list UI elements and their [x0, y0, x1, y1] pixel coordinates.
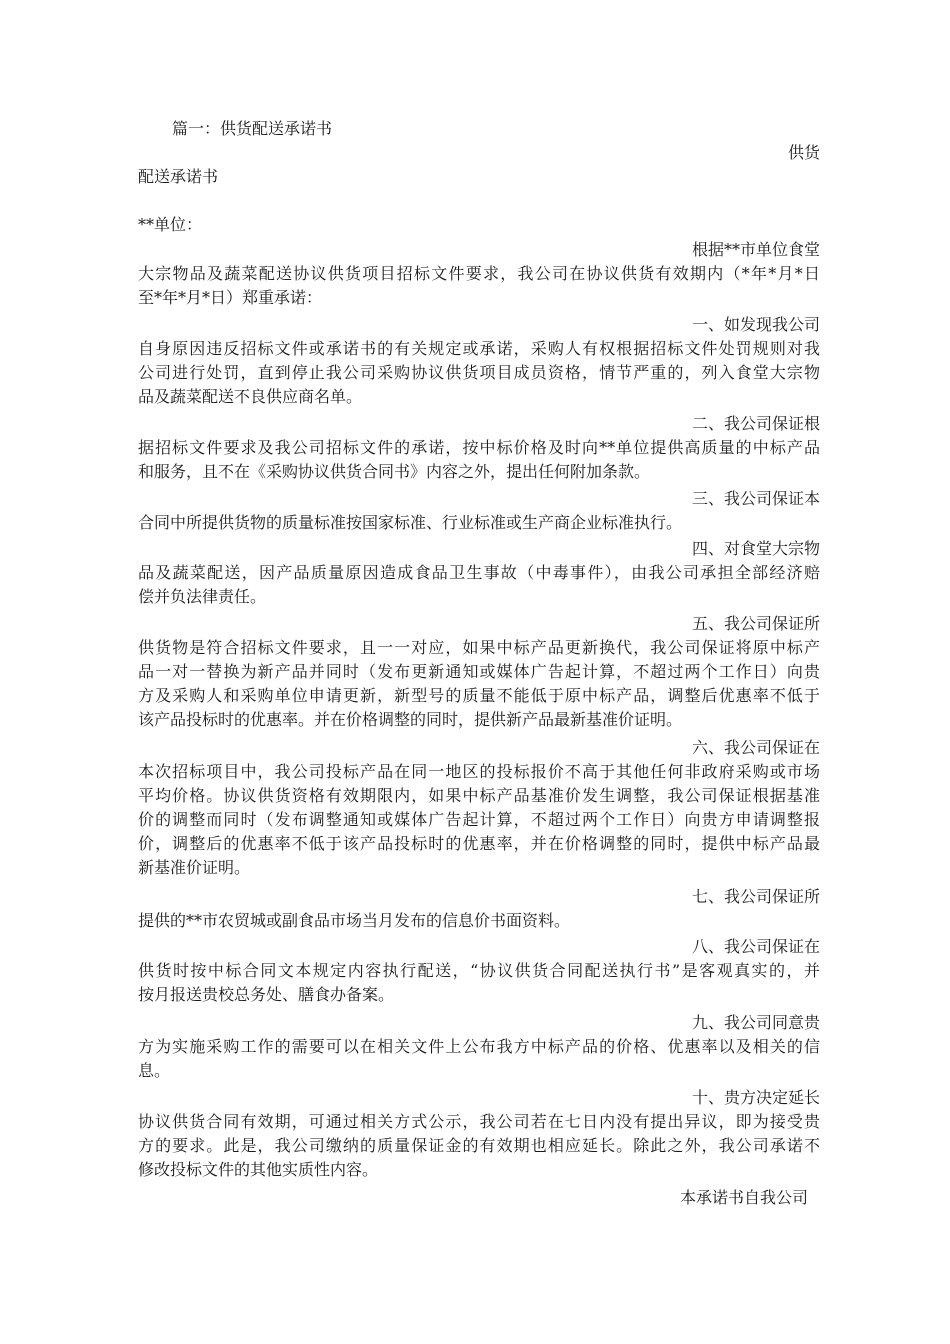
clause-line: 供货物是符合招标文件要求，且一一对应，如果中标产品更新换代，我公司保证将原中标产: [138, 638, 820, 657]
clause-line: 方为实施采购工作的需要可以在相关文件上公布我方中标产品的价格、优惠率以及相关的信: [138, 1037, 820, 1056]
clause-head: 六、我公司保证在: [691, 738, 820, 757]
clause-line: 品及蔬菜配送，因产品质量原因造成食品卫生事故（中毒事件），由我公司承担全部经济赔: [138, 563, 820, 582]
clause-line: 该产品投标时的优惠率。并在价格调整的同时，提供新产品最新基准价证明。: [138, 710, 683, 729]
intro-line: 大宗物品及蔬菜配送协议供货项目招标文件要求，我公司在协议供货有效期内（*年*月*日: [138, 264, 820, 283]
clause-head: 二、我公司保证根: [691, 414, 820, 433]
clause-line: 供货时按中标合同文本规定内容执行配送，“协议供货合同配送执行书”是客观真实的，并: [138, 961, 820, 980]
clause-head: 一、如发现我公司: [691, 315, 820, 334]
clause-line: 本次招标项目中，我公司投标产品在同一地区的投标报价不高于其他任何非政府采购或市场: [138, 762, 820, 781]
clause-line: 息。: [138, 1061, 171, 1080]
clause-line: 新基准价证明。: [138, 858, 251, 877]
document-heading: 篇一：供货配送承诺书: [172, 119, 333, 138]
clause-line: 提供的**市农贸城或副食品市场当月发布的信息价书面资料。: [138, 911, 571, 930]
clause-line: 自身原因违反招标文件或承诺书的有关规定或承诺，采购人有权根据招标文件处罚规则对我: [138, 339, 820, 358]
clause-head: 七、我公司保证所: [691, 887, 820, 906]
clause-line: 和服务，且不在《采购协议供货合同书》内容之外，提出任何附加条款。: [138, 462, 651, 481]
clause-line: 按月报送贵校总务处、膳食办备案。: [138, 985, 395, 1004]
clause-line: 偿并负法律责任。: [138, 587, 267, 606]
clause-line: 品一对一替换为新产品并同时（发布更新通知或媒体广告起计算，不超过两个工作日）向贵: [138, 662, 820, 681]
clause-line: 修改投标文件的其他实质性内容。: [138, 1160, 379, 1179]
clause-line: 合同中所提供货物的质量标准按国家标准、行业标准或生产商企业标准执行。: [138, 513, 683, 532]
clause-line: 价的调整而同时（发布调整通知或媒体广告起计算，不超过两个工作日）向贵方申请调整报: [138, 810, 820, 829]
clause-head: 九、我公司同意贵: [691, 1013, 820, 1032]
clause-head: 三、我公司保证本: [691, 489, 820, 508]
clause-line: 据招标文件要求及我公司招标文件的承诺，按中标价格及时向**单位提供高质量的中标产品: [138, 438, 820, 457]
clause-head: 五、我公司保证所: [691, 614, 820, 633]
title-part-2: 配送承诺书: [138, 167, 219, 186]
clause-head: 四、对食堂大宗物: [691, 539, 820, 558]
clause-head: 十、贵方决定延长: [691, 1088, 820, 1107]
intro-line: 至*年*月*日）郑重承诺：: [138, 288, 323, 307]
clause-head: 八、我公司保证在: [691, 937, 820, 956]
clause-line: 公司进行处罚，直到停止我公司采购协议供货项目成员资格，情节严重的，列入食堂大宗物: [138, 363, 820, 382]
closing-line: 本承诺书自我公司: [679, 1188, 808, 1207]
clause-line: 方的要求。此是，我公司缴纳的质量保证金的有效期也相应延长。除此之外，我公司承诺不: [138, 1136, 820, 1155]
clause-line: 品及蔬菜配送不良供应商名单。: [138, 387, 363, 406]
clause-line: 平均价格。协议供货资格有效期限内，如果中标产品基准价发生调整，我公司保证根据基准: [138, 786, 820, 805]
clause-line: 方及采购人和采购单位申请更新，新型号的质量不能低于原中标产品，调整后优惠率不低于: [138, 686, 820, 705]
addressee: **单位：: [138, 215, 203, 234]
clause-line: 价，调整后的优惠率不低于该产品投标时的优惠率，并在价格调整的同时，提供中标产品最: [138, 834, 820, 853]
title-part-1: 供货: [787, 143, 820, 162]
intro-line: 根据**市单位食堂: [691, 240, 820, 259]
clause-line: 协议供货合同有效期，可通过相关方式公示，我公司若在七日内没有提出异议，即为接受贵: [138, 1112, 820, 1131]
